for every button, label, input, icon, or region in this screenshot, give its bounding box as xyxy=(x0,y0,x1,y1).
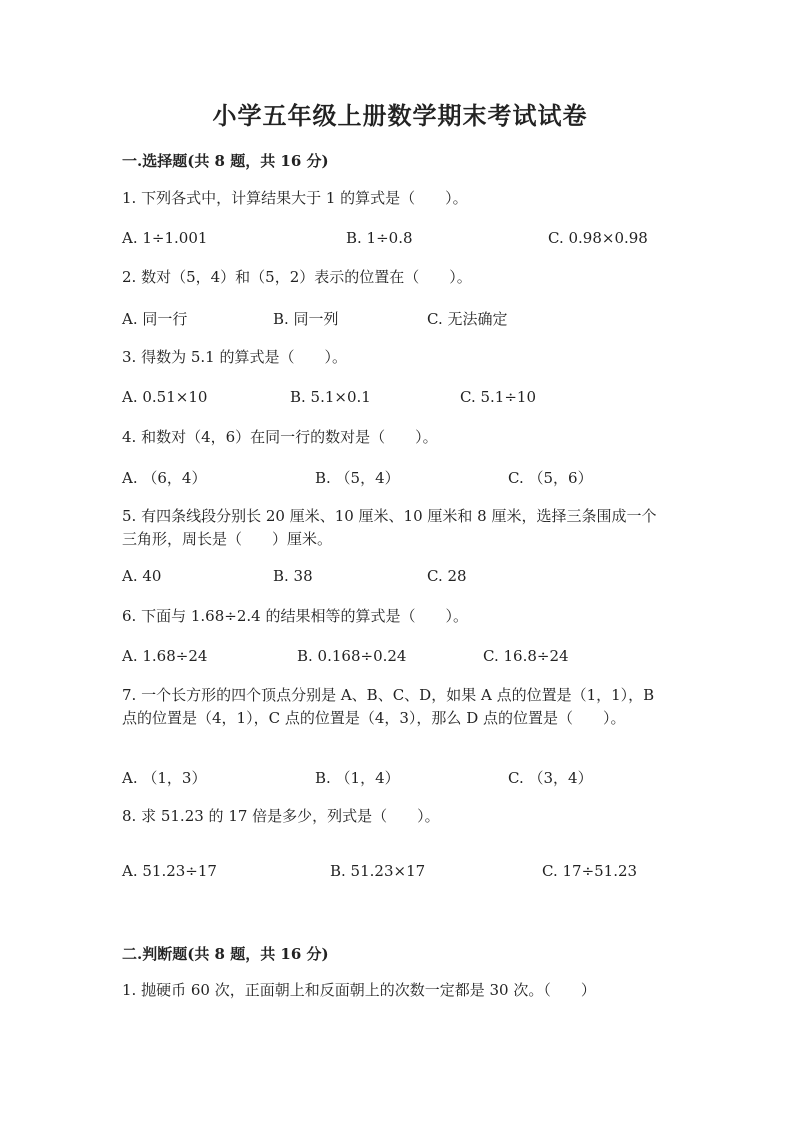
option-a: A. 40 xyxy=(122,567,162,585)
option-c: C. 28 xyxy=(427,567,467,585)
option-b: B. 同一列 xyxy=(273,310,339,328)
section-heading-judgment: 二.判断题(共 8 题，共 16 分) xyxy=(122,945,329,963)
question-text: 4. 和数对（4，6）在同一行的数对是（ ）。 xyxy=(122,428,438,446)
question-text: 1. 下列各式中，计算结果大于 1 的算式是（ ）。 xyxy=(122,189,468,207)
option-b: B. （1，4） xyxy=(315,769,400,787)
option-b: B. 38 xyxy=(273,567,313,585)
option-c: C. （5，6） xyxy=(508,469,593,487)
question-text-line: 5. 有四条线段分别长 20 厘米、10 厘米、10 厘米和 8 厘米，选择三条围成一个 xyxy=(122,507,657,525)
option-a: A. （6，4） xyxy=(122,469,207,487)
option-a: A. （1，3） xyxy=(122,769,207,787)
option-c: C. 5.1÷10 xyxy=(460,388,536,406)
option-b: B. 51.23×17 xyxy=(330,862,426,880)
question-text: 2. 数对（5，4）和（5，2）表示的位置在（ ）。 xyxy=(122,268,472,286)
question-text-line: 7. 一个长方形的四个顶点分别是 A、B、C、D，如果 A 点的位置是（1，1），B xyxy=(122,686,655,704)
option-c: C. （3，4） xyxy=(508,769,593,787)
option-a: A. 1÷1.001 xyxy=(122,229,208,247)
question-text: 3. 得数为 5.1 的算式是（ ）。 xyxy=(122,348,347,366)
option-b: B. 1÷0.8 xyxy=(346,229,413,247)
option-b: B. （5，4） xyxy=(315,469,400,487)
section-heading-choice: 一.选择题(共 8 题，共 16 分) xyxy=(122,152,329,170)
question-text-line: 三角形，周长是（ ）厘米。 xyxy=(122,530,333,548)
option-a: A. 0.51×10 xyxy=(122,388,208,406)
question-text: 6. 下面与 1.68÷2.4 的结果相等的算式是（ ）。 xyxy=(122,607,468,625)
question-text-line: 点的位置是（4，1），C 点的位置是（4，3），那么 D 点的位置是（ ）。 xyxy=(122,709,626,727)
option-c: C. 17÷51.23 xyxy=(542,862,638,880)
option-b: B. 0.168÷0.24 xyxy=(297,647,407,665)
question-text: 8. 求 51.23 的 17 倍是多少，列式是（ ）。 xyxy=(122,807,440,825)
option-c: C. 0.98×0.98 xyxy=(548,229,648,247)
option-b: B. 5.1×0.1 xyxy=(290,388,371,406)
option-a: A. 同一行 xyxy=(122,310,188,328)
option-c: C. 16.8÷24 xyxy=(483,647,569,665)
page-title: 小学五年级上册数学期末考试试卷 xyxy=(212,101,588,130)
option-a: A. 1.68÷24 xyxy=(122,647,208,665)
option-c: C. 无法确定 xyxy=(427,310,508,328)
option-a: A. 51.23÷17 xyxy=(122,862,217,880)
question-text: 1. 抛硬币 60 次，正面朝上和反面朝上的次数一定都是 30 次。（ ） xyxy=(122,981,596,999)
